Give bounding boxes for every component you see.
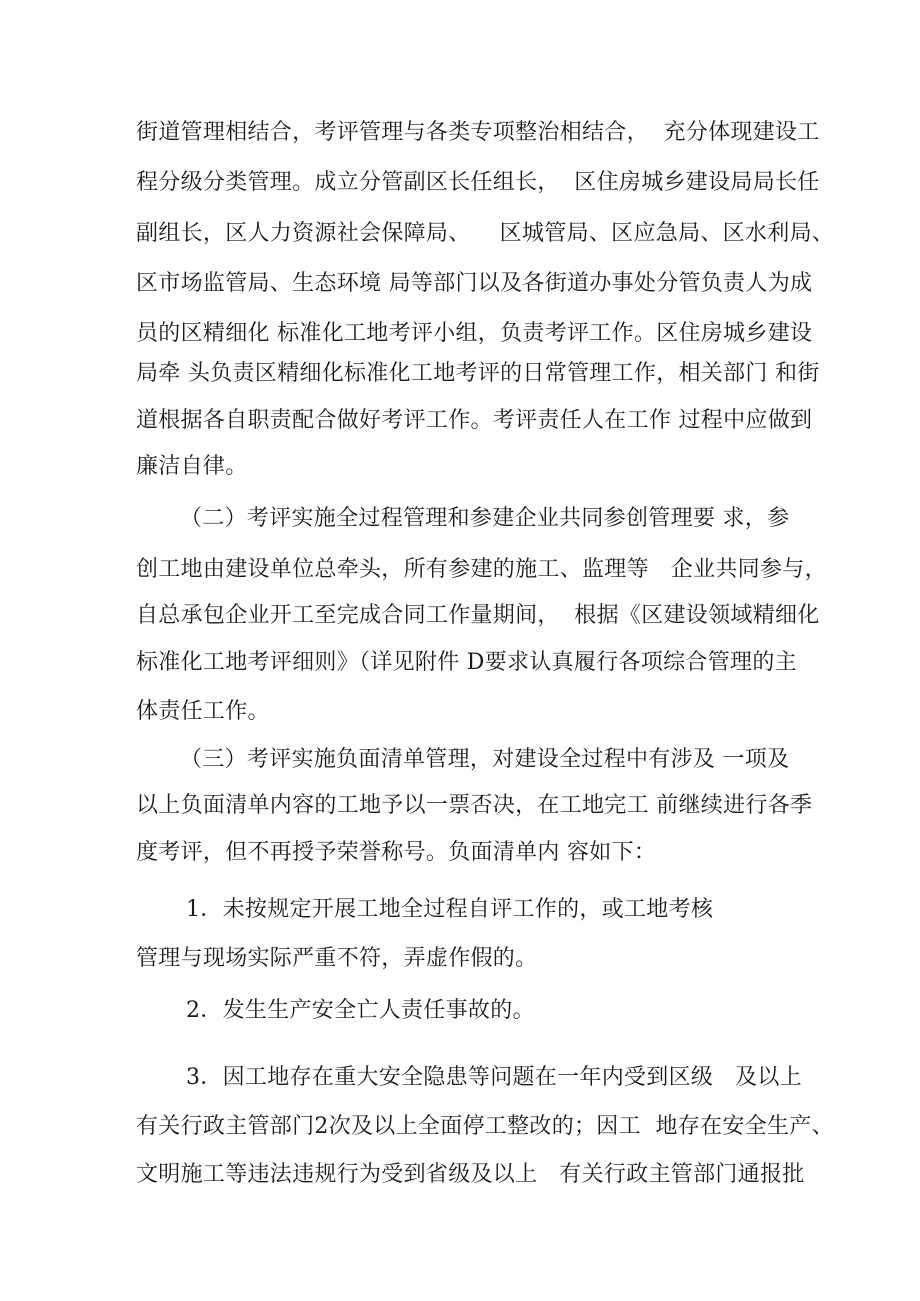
paragraph-2-line-2: 创工地由建设单位总牵头，所有参建的施工、监理等 企业共同参与，	[136, 557, 827, 582]
paragraph-1-line-4: 区市场监管局、生态环境 局等部门以及各街道办事处分管负责人为成	[136, 271, 813, 296]
item-2-line-1: 2．发生生产安全亡人责任事故的。	[186, 998, 535, 1023]
paragraph-2-line-3: 自总承包企业开工至完成合同工作量期间， 根据《区建设领域精细化	[136, 603, 820, 628]
item-1-line-1: 1．未按规定开展工地全过程自评工作的，或工地考核	[186, 897, 714, 922]
paragraph-2-line-5: 体责任工作。	[136, 699, 270, 724]
paragraph-3-line-3: 度考评，但不再授予荣誉称号。负面清单内 容如下：	[136, 840, 657, 865]
paragraph-1-line-2: 程分级分类管理。成立分管副区长任组长， 区住房城乡建设局局长任	[136, 170, 820, 195]
item-3-line-3: 文明施工等违法违规行为受到省级及以上 有关行政主管部门通报批	[136, 1162, 805, 1187]
paragraph-3-line-1: （三）考评实施负面清单管理，对建设全过程中有涉及 一项及	[180, 747, 790, 772]
item-3-line-1: 3．因工地存在重大安全隐患等问题在一年内受到区级 及以上	[186, 1065, 802, 1090]
paragraph-2-line-4: 标准化工地考评细则》（详见附件 D要求认真履行各项综合管理的主	[136, 650, 797, 675]
paragraph-2-line-1: （二）考评实施全过程管理和参建企业共同参创管理要 求，参	[180, 506, 790, 531]
paragraph-1-line-1: 街道管理相结合，考评管理与各类专项整治相结合， 充分体现建设工	[136, 120, 820, 145]
paragraph-3-line-2: 以上负面清单内容的工地予以一票否决，在工地完工 前继续进行各季	[136, 793, 813, 818]
paragraph-1-line-3: 副组长，区人力资源社会保障局、 区城管局、区应急局、区水利局、	[136, 221, 835, 246]
paragraph-1-line-8: 廉洁自律。	[136, 454, 248, 479]
item-1-line-2: 管理与现场实际严重不符，弄虚作假的。	[136, 946, 538, 971]
paragraph-1-line-5: 员的区精细化 标准化工地考评小组，负责考评工作。区住房城乡建设	[136, 321, 813, 346]
item-3-line-2: 有关行政主管部门2次及以上全面停工整改的；因工 地存在安全生产、	[136, 1114, 834, 1139]
paragraph-1-line-7: 道根据各自职责配合做好考评工作。考评责任人在工作 过程中应做到	[136, 408, 813, 433]
paragraph-1-line-6: 局牵 头负责区精细化标准化工地考评的日常管理工作，相关部门 和街	[136, 361, 820, 386]
